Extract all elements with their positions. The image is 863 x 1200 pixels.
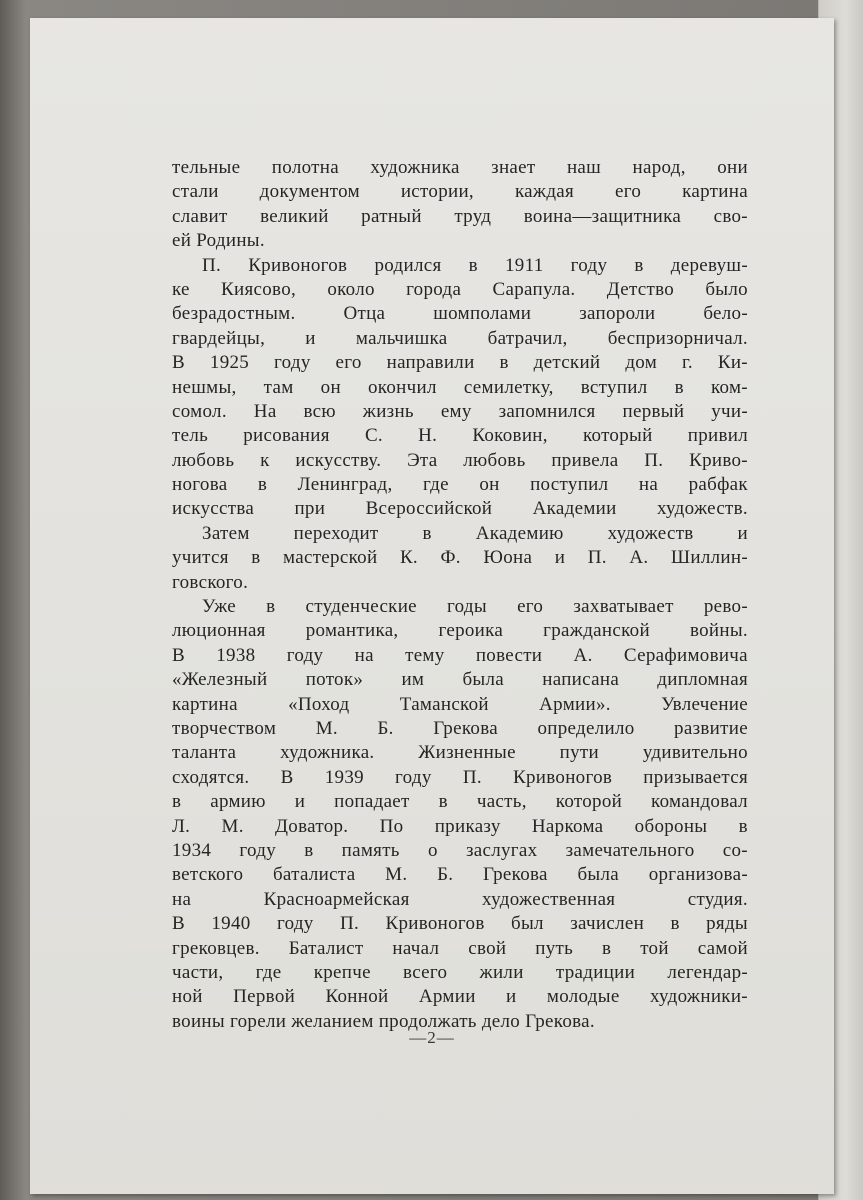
text-line: В 1940 году П. Кривоногов был зачислен в ряды [172, 913, 748, 935]
text-line: нешмы, там он окончил семилетку, вступил в ком- [172, 376, 748, 398]
text-line: гвардейцы, и мальчишка батрачил, беспризорничал. [172, 327, 748, 349]
text-line: ногова в Ленинград, где он поступил на рабфак [172, 474, 748, 496]
book-page [30, 18, 834, 1194]
text-line: ей Родины. [172, 230, 265, 252]
text-line: искусства при Всероссийской Академии художеств. [172, 498, 748, 520]
text-line: славит великий ратный труд воина—защитника сво- [172, 205, 748, 227]
text-line: творчеством М. Б. Грекова определило развитие [172, 717, 748, 739]
text-line: Затем переходит в Академию художеств и [202, 522, 748, 544]
text-line: грековцев. Баталист начал свой путь в той самой [172, 937, 748, 959]
text-line: в армию и попадает в часть, которой командовал [172, 791, 748, 813]
text-line: «Железный поток» им была написана дипломная [172, 669, 748, 691]
text-line: Уже в студенческие годы его захватывает рево- [202, 596, 748, 618]
text-line: сомол. На всю жизнь ему запомнился первый учи- [172, 400, 748, 422]
text-line: ке Киясово, около города Сарапула. Детство было [172, 278, 748, 300]
text-line: части, где крепче всего жили традиции легендар- [172, 961, 748, 983]
text-line: сходятся. В 1939 году П. Кривоногов призывается [172, 766, 748, 788]
text-line: В 1938 году на тему повести А. Серафимовича [172, 644, 748, 666]
text-line: В 1925 году его направили в детский дом г. Ки- [172, 352, 748, 374]
text-line: любовь к искусству. Эта любовь привела П. Криво- [172, 449, 748, 471]
text-line: П. Кривоногов родился в 1911 году в деревуш- [202, 254, 748, 276]
text-line: на Красноармейская художественная студия. [172, 888, 748, 910]
text-line: таланта художника. Жизненные пути удивительно [172, 742, 748, 764]
text-line: стали документом истории, каждая его картина [172, 181, 748, 203]
text-line: учится в мастерской К. Ф. Юона и П. А. Шиллин- [172, 547, 748, 569]
text-line: безрадостным. Отца шомполами запороли бело- [172, 303, 748, 325]
text-line: говского. [172, 571, 249, 593]
text-line: тель рисования С. Н. Коковин, который привил [172, 425, 748, 447]
text-line: воины горели желанием продолжать дело Грекова. [172, 1010, 595, 1032]
page-number: —2— [409, 1028, 455, 1047]
text-line: Л. М. Доватор. По приказу Наркома обороны в [172, 815, 748, 837]
text-line: тельные полотна художника знает наш народ, они [172, 157, 748, 178]
text-line: ной Первой Конной Армии и молодые художники- [172, 986, 748, 1008]
text-line: 1934 году в память о заслугах замечательного со- [172, 839, 748, 861]
body-text [172, 156, 748, 1034]
text-line: ветского баталиста М. Б. Грекова была организова- [172, 864, 748, 886]
text-line: картина «Поход Таманской Армии». Увлечение [172, 693, 748, 715]
text-line: люционная романтика, героика гражданской войны. [172, 620, 748, 642]
